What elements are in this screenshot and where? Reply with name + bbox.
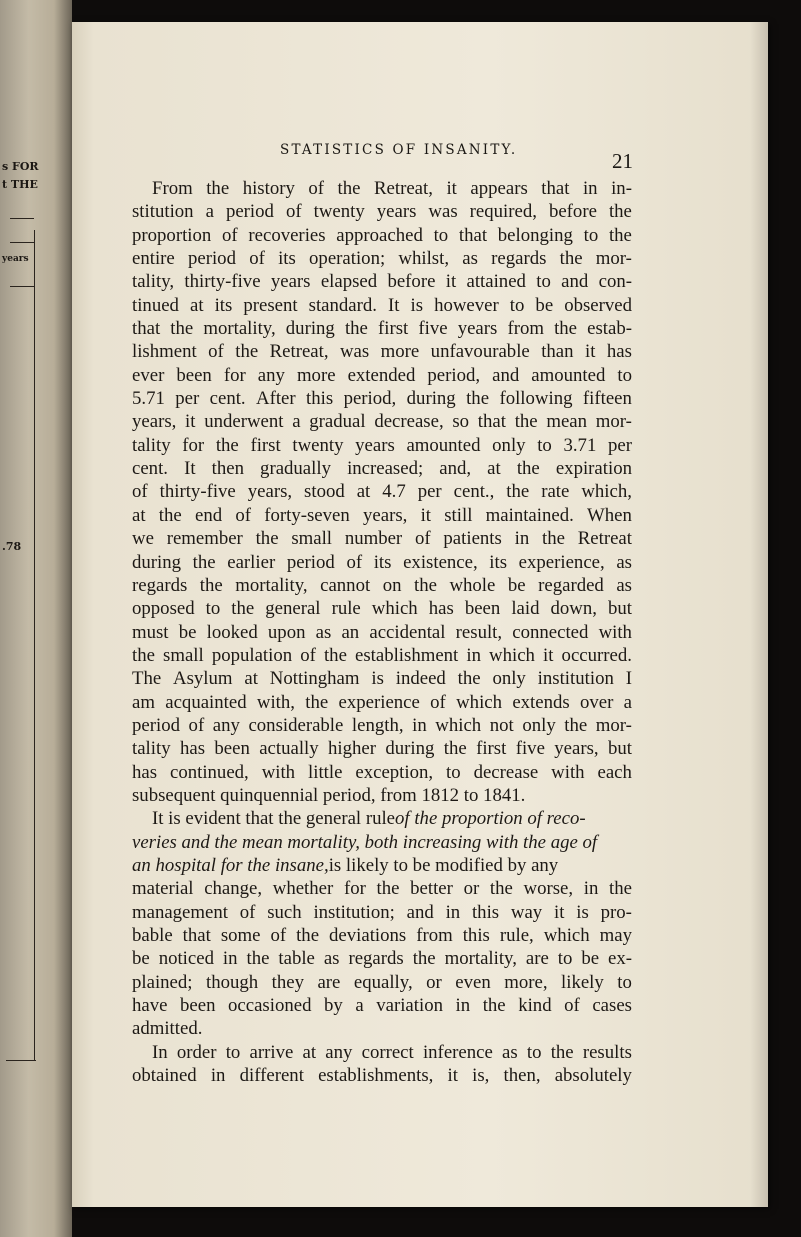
text-line: ever been for any more extended period, and amounted to <box>132 364 632 386</box>
previous-page-edge <box>0 0 72 1237</box>
margin-rule <box>10 218 34 219</box>
text-line: tinued at its present standard. It is however to be observed <box>132 294 632 316</box>
page-number: 21 <box>612 149 633 173</box>
text-line: In order to arrive at any correct inference as to the results <box>152 1041 632 1063</box>
text-line: at the end of forty-seven years, it still maintained. When <box>132 504 632 526</box>
margin-fragment: years <box>2 254 29 264</box>
text-line: that the mortality, during the first five years from the estab- <box>132 318 632 340</box>
text-line: bable that some of the deviations from this rule, which may <box>132 925 632 946</box>
text-line: regards the mortality, cannot on the whole be regarded as <box>132 574 632 596</box>
text-line: years, it underwent a gradual decrease, so that the mean mor- <box>132 411 632 433</box>
text-line: lishment of the Retreat, was more unfavourable than it has <box>132 341 632 363</box>
margin-rule <box>10 286 34 287</box>
margin-fragment: s FOR <box>2 160 39 173</box>
text-line: during the earlier period of its existence, its experience, as <box>132 551 632 573</box>
text-line: period of any considerable length, in which not only the mor- <box>132 714 632 736</box>
margin-rule <box>34 230 35 1060</box>
text-line: must be looked upon as an accidental result, connected with <box>132 621 632 643</box>
running-title: STATISTICS OF INSANITY. <box>280 142 518 158</box>
text-line: have been occasioned by a variation in the kind of cases <box>132 995 632 1017</box>
text-line: we remember the small number of patients in the Retreat <box>132 528 632 550</box>
text-line: stitution a period of twenty years was required, before the <box>132 201 632 223</box>
text-line: veries and the mean mortality, both increasing with the age of <box>132 831 598 853</box>
text-line: The Asylum at Nottingham is indeed the only institution I <box>132 668 632 690</box>
text-line: opposed to the general rule which has been laid down, but <box>132 598 632 620</box>
text-line: material change, whether for the better or the worse, in the <box>132 878 632 900</box>
margin-fragment: t THE <box>2 178 38 191</box>
text-line: an hospital for the insane, is likely to be modified by any <box>132 854 559 876</box>
text-line: management of such institution; and in this way it is pro- <box>132 901 632 923</box>
text-line: proportion of recoveries approached to that belonging to the <box>132 224 632 246</box>
margin-rule <box>10 242 34 243</box>
book-page <box>72 22 768 1207</box>
text-line: It is evident that the general rule of the proportion of reco- <box>152 808 586 830</box>
text-line: of thirty-five years, stood at 4.7 per cent., the rate which, <box>132 481 632 503</box>
text-line: From the history of the Retreat, it appears that in in- <box>152 178 632 199</box>
body-text <box>132 177 632 1087</box>
text-line: admitted. <box>132 1018 203 1040</box>
text-line: am acquainted with, the experience of which extends over a <box>132 691 632 713</box>
text-line: the small population of the establishment in which it occurred. <box>132 644 632 666</box>
text-line: cent. It then gradually increased; and, at the expiration <box>132 458 632 480</box>
margin-fragment: .78 <box>2 540 22 553</box>
text-line: tality, thirty-five years elapsed before it attained to and con- <box>132 271 632 293</box>
text-line: tality has been actually higher during the first five years, but <box>132 738 632 760</box>
text-line: tality for the first twenty years amounted only to 3.71 per <box>132 434 632 456</box>
text-line: 5.71 per cent. After this period, during the following fifteen <box>132 388 632 410</box>
text-line: be noticed in the table as regards the mortality, are to be ex- <box>132 948 632 970</box>
text-line: obtained in different establishments, it is, then, absolutely <box>132 1065 632 1087</box>
text-line: has continued, with little exception, to decrease with each <box>132 761 632 783</box>
text-line: subsequent quinquennial period, from 1812 to 1841. <box>132 784 526 806</box>
text-line: plained; though they are equally, or even more, likely to <box>132 971 632 993</box>
page-shadow <box>750 22 768 1207</box>
text-line: entire period of its operation; whilst, as regards the mor- <box>132 248 632 270</box>
margin-rule <box>6 1060 36 1061</box>
